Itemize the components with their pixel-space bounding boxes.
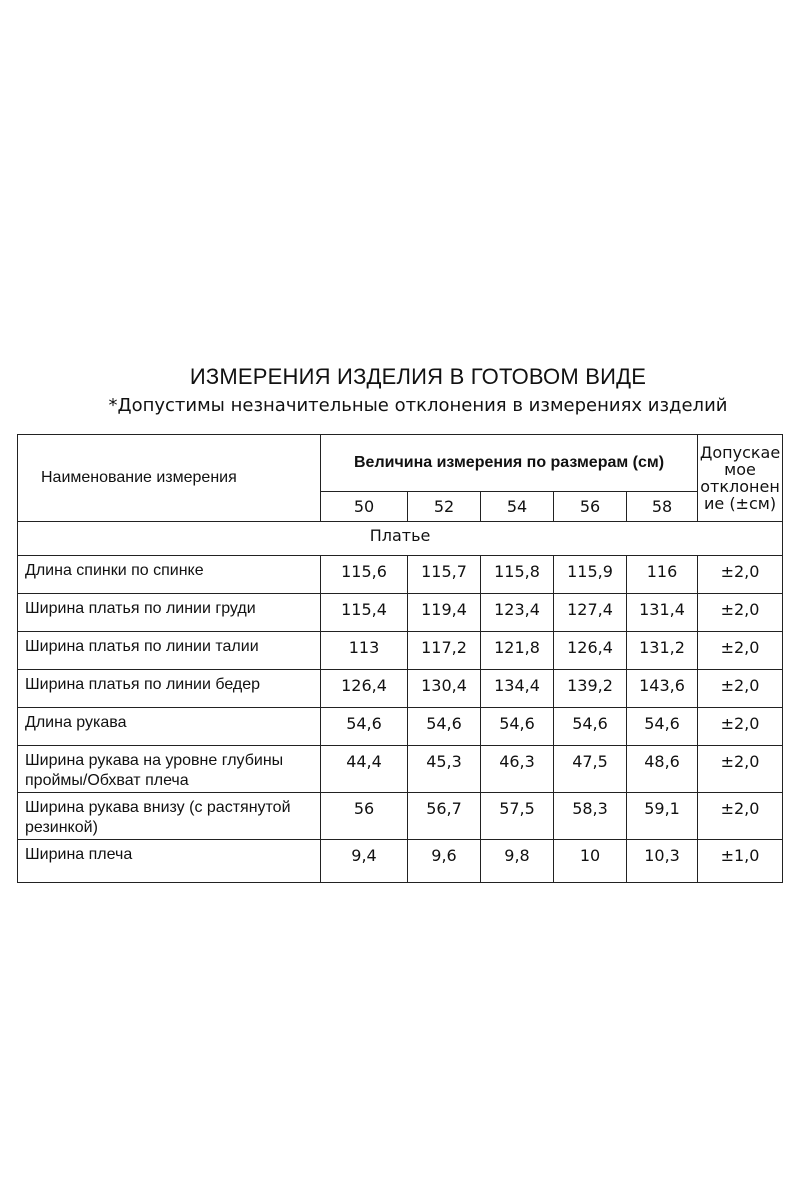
size-header: 56 (554, 492, 627, 522)
measurement-value: 44,4 (321, 746, 408, 793)
measurement-value: 9,8 (481, 840, 554, 883)
measurement-value: 127,4 (554, 594, 627, 632)
measurement-value: 48,6 (627, 746, 698, 793)
tolerance-value: ±2,0 (698, 708, 783, 746)
measurement-name: Ширина платья по линии талии (18, 632, 321, 670)
document-title: ИЗМЕРЕНИЯ ИЗДЕЛИЯ В ГОТОВОМ ВИДЕ (189, 364, 647, 389)
measurement-value: 121,8 (481, 632, 554, 670)
tolerance-column-header: Допускае мое отклонен ие (±см) (698, 435, 783, 522)
name-column-header: Наименование измерения (18, 435, 321, 522)
size-header: 58 (627, 492, 698, 522)
group-row (18, 522, 783, 556)
measurement-name: Ширина платья по линии бедер (18, 670, 321, 708)
measurement-value: 10,3 (627, 840, 698, 883)
measurement-value: 117,2 (408, 632, 481, 670)
tolerance-value: ±2,0 (698, 793, 783, 840)
size-header: 50 (321, 492, 408, 522)
measurement-value: 123,4 (481, 594, 554, 632)
measurement-value: 54,6 (627, 708, 698, 746)
values-column-header: Величина измерения по размерам (см) (321, 435, 698, 492)
table-row (18, 840, 783, 883)
measurements-table (17, 434, 783, 883)
tolerance-value: ±2,0 (698, 746, 783, 793)
measurement-value: 59,1 (627, 793, 698, 840)
tolerance-value: ±1,0 (698, 840, 783, 883)
measurement-value: 54,6 (408, 708, 481, 746)
measurement-value: 10 (554, 840, 627, 883)
measurement-name: Длина спинки по спинке (18, 556, 321, 594)
tolerance-value: ±2,0 (698, 632, 783, 670)
measurement-value: 126,4 (554, 632, 627, 670)
measurement-value: 54,6 (481, 708, 554, 746)
measurement-name: Ширина плеча (18, 840, 321, 883)
measurement-value: 56 (321, 793, 408, 840)
measurement-value: 45,3 (408, 746, 481, 793)
measurement-value: 58,3 (554, 793, 627, 840)
tolerance-value: ±2,0 (698, 594, 783, 632)
measurement-value: 9,4 (321, 840, 408, 883)
measurement-value: 115,8 (481, 556, 554, 594)
measurement-name: Ширина рукава на уровне глубины проймы/Обхват плеча (18, 746, 321, 793)
measurement-value: 57,5 (481, 793, 554, 840)
measurement-value: 131,2 (627, 632, 698, 670)
table-row (18, 556, 783, 594)
measurement-value: 119,4 (408, 594, 481, 632)
measurement-value: 54,6 (321, 708, 408, 746)
measurement-value: 113 (321, 632, 408, 670)
group-label: Платье (18, 522, 783, 556)
measurement-value: 54,6 (554, 708, 627, 746)
tolerance-value: ±2,0 (698, 670, 783, 708)
table-row (18, 793, 783, 840)
table-row (18, 670, 783, 708)
size-header: 52 (408, 492, 481, 522)
measurement-value: 115,6 (321, 556, 408, 594)
measurement-name: Ширина рукава внизу (с растянутой резинкой) (18, 793, 321, 840)
measurement-value: 9,6 (408, 840, 481, 883)
measurement-value: 46,3 (481, 746, 554, 793)
measurement-value: 139,2 (554, 670, 627, 708)
measurement-value: 47,5 (554, 746, 627, 793)
table-row (18, 632, 783, 670)
measurement-value: 56,7 (408, 793, 481, 840)
tolerance-value: ±2,0 (698, 556, 783, 594)
measurement-value: 115,4 (321, 594, 408, 632)
measurement-value: 115,7 (408, 556, 481, 594)
document-subtitle: *Допустимы незначительные отклонения в измерениях изделий (108, 395, 728, 416)
measurement-value: 131,4 (627, 594, 698, 632)
measurement-value: 126,4 (321, 670, 408, 708)
measurement-name: Ширина платья по линии груди (18, 594, 321, 632)
measurement-value: 134,4 (481, 670, 554, 708)
table-row (18, 708, 783, 746)
measurement-value: 115,9 (554, 556, 627, 594)
measurement-value: 143,6 (627, 670, 698, 708)
table-row (18, 746, 783, 793)
measurement-name: Длина рукава (18, 708, 321, 746)
size-header: 54 (481, 492, 554, 522)
table-header-row (18, 435, 783, 492)
table-row (18, 594, 783, 632)
measurement-value: 130,4 (408, 670, 481, 708)
measurement-value: 116 (627, 556, 698, 594)
